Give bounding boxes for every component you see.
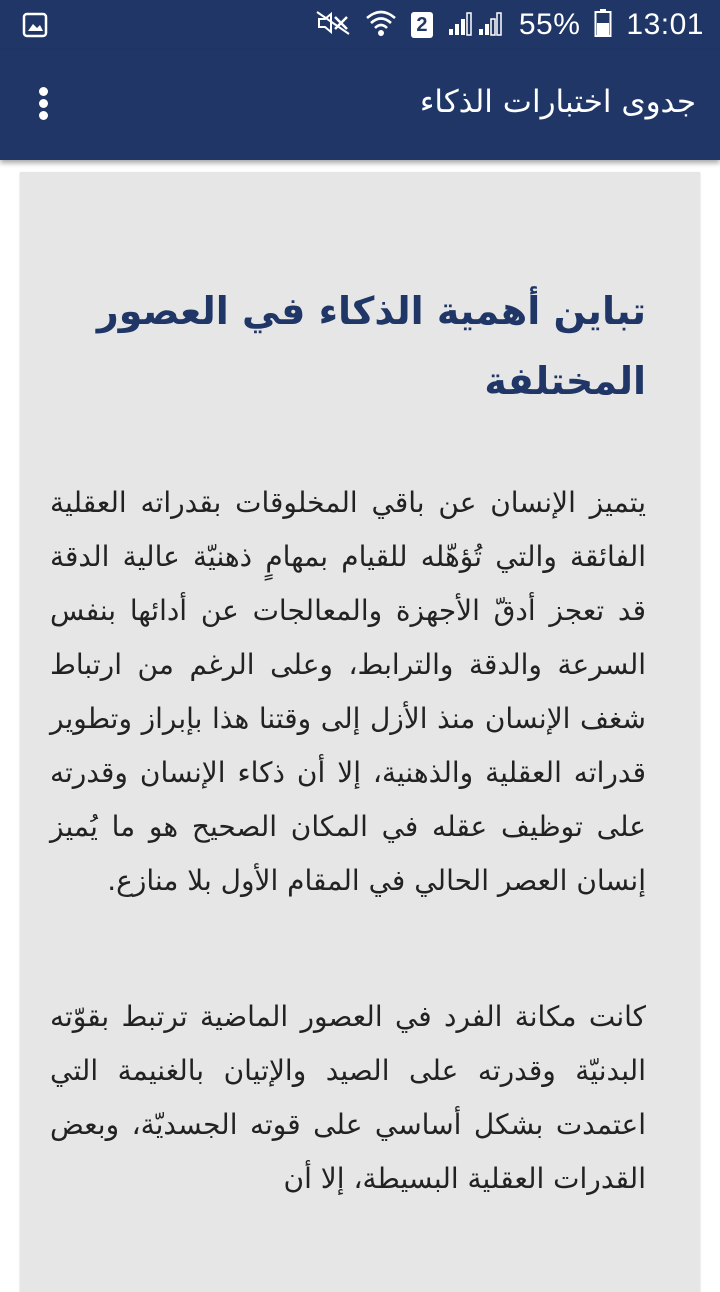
battery-percent: 55%: [518, 8, 581, 41]
overflow-menu-icon[interactable]: [26, 84, 62, 124]
status-bar: [0, 0, 720, 50]
article-title: تباين أهمية الذكاء في العصور المختلفة: [96, 289, 646, 403]
signal-icon: [447, 9, 505, 41]
app-bar: [0, 50, 720, 160]
app-title: جدوى اختبارات الذكاء: [419, 84, 696, 120]
battery-icon: [594, 8, 612, 42]
article-paragraph: يتميز الإنسان عن باقي المخلوقات بقدراته العقلية الفائقة والتي تُؤهّله للقيام بمهامٍ ذهنيّة عالية الدقة قد تعجز أدقّ الأجهزة والمعالجات عن أدائها بنفس السرعة والدقة والترابط، وعلى الرغم من ارتباط شغف الإنسان منذ الأزل إلى وقتنا هذا بإبراز وتطوير قدراته العقلية والذهنية، إلا أن ذكاء الإنسان وقدرته على توظيف عقله في المكان الصحيح هو ما يُميز إنسان العصر الحالي في المقام الأول بلا منازع.: [50, 486, 646, 897]
sim-slot-badge: 2: [411, 12, 433, 38]
status-icons: [315, 0, 704, 50]
clock: 13:01: [626, 8, 704, 41]
article-paragraph: كانت مكانة الفرد في العصور الماضية ترتبط بقوّته البدنيّة وقدرته على الصيد والإتيان بالغنيمة التي اعتمدت بشكل أساسي على قوته الجسديّة، وبعض القدرات العقلية البسيطة، إلا أن: [50, 1000, 646, 1195]
article-card: [20, 172, 700, 1292]
gallery-notification-icon: [22, 12, 48, 42]
mute-icon: [315, 9, 351, 41]
wifi-icon: [365, 9, 397, 41]
